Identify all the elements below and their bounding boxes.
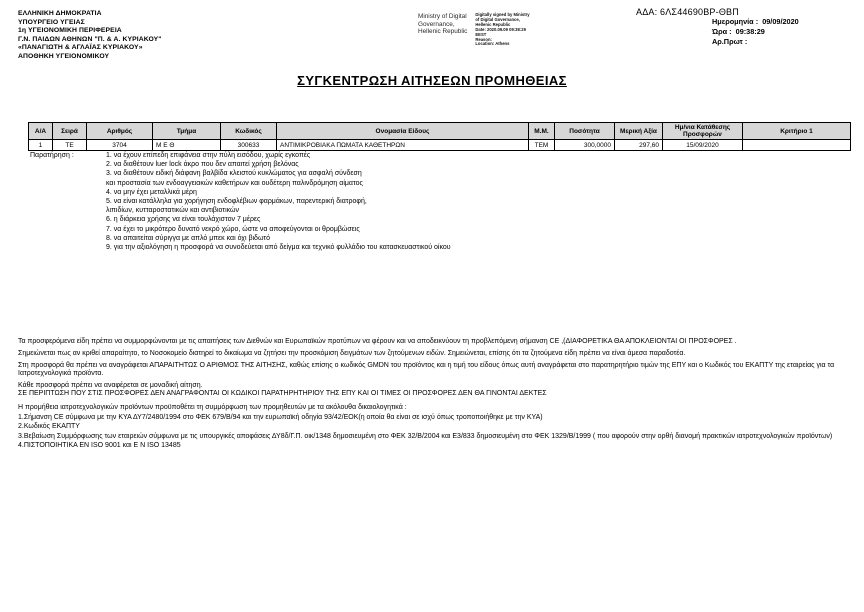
org-line: «ΠΑΝΑΓΙΩΤΗ & ΑΓΛΑΪΑΣ ΚΥΡΙΑΚΟΥ» [18, 44, 143, 52]
date-line [712, 17, 799, 27]
remark-line: 9. για την αξιολόγηση η προσφορά να συνοδεύεται από δείγμα και τεχνικό φυλλάδιο του κατασκευαστικού οίκου [106, 244, 451, 252]
remark-label: Παρατήρηση : [30, 152, 74, 159]
cell-onomasia: ΑΝΤΙΜΙΚΡΟΒΙΑΚΑ ΠΩΜΑΤΑ ΚΑΘΕΤΗΡΩΝ [277, 140, 529, 151]
cell-mm: ΤΕΜ [529, 140, 555, 151]
terms-paragraph: Τα προσφερόμενα είδη πρέπει να συμμορφώνονται με τις απαιτήσεις των Διεθνών και Ευρωπαϊκών προτύπων να φέρουν και να αποδεικνύουν τη προβλεπόμενη σήμανση CE ,(ΔΙΑΦΟΡΕΤΙΚΑ ΘΑ ΑΠΟΚΛΕΙΟΝΤΑΙ ΟΙ ΠΡΟΣΦΟΡΕΣ . [18, 338, 737, 345]
ministry-name-line: Governance, [418, 20, 455, 28]
cell-kritirio [743, 140, 851, 151]
time-value: 09:38:29 [735, 27, 765, 36]
col-header-seira: Σειρά [53, 123, 87, 140]
remark-line: 4. να μην έχει μεταλλικά μέρη [106, 188, 197, 196]
requirements-intro: Η προμήθεια ιατροτεχνολογικών προϊόντων προϋποθέτει τη συμμόρφωση των προμηθευτών με τα ακόλουθα δικαιολογητικά : [18, 404, 407, 411]
remark-lines [106, 151, 451, 252]
protocol-line [712, 37, 799, 47]
signature-line: Digitally signed by Ministry [475, 12, 530, 17]
requirement-item: 2.Κωδικός ΕΚΑΠΤΥ [18, 423, 80, 431]
requirement-item: 3.Βεβαίωση Συμμόρφωσης των εταιρειών σύμφωνα με τις υπουργικές αποφάσεις ΔΥ8δ/Γ.Π. οικ/1348 δημοσιευμένη στο ΦΕΚ 32/Β/2004 και Ε3/833 δημοσιευμένη στο ΦΕΚ 1329/Β/1999 ( που αφορούν στην ορθή διανομή πρακτικών ιατροτεχνολογικών προϊόντων) [18, 432, 833, 440]
cell-arithmos: 3704 [87, 140, 153, 151]
org-line: ΑΠΟΘΗΚΗ ΥΓΕΙΟΝΟΜΙΚΟΥ [18, 52, 110, 60]
remark-section [30, 151, 451, 252]
remark-line: 2. να διαθέτουν luer lock άκρο που δεν απαιτεί χρήση βελόνας [106, 161, 299, 169]
ada-code: ΑΔΑ: 6ΛΣ44690ΒΡ-ΘΒΠ [636, 7, 739, 17]
date-value: 09/09/2020 [762, 17, 799, 26]
organization-header [18, 10, 162, 62]
signature-line: Reason: [475, 36, 492, 42]
terms-paragraph: Κάθε προσφορά πρέπει να αναφέρεται σε μοναδική αίτηση. [18, 382, 203, 390]
remark-line: και προστασία των ενδοαγγειακών καθετήρων και ουδέτερη παλινδρόμηση αίματος [106, 179, 363, 187]
cell-posotita: 300,0000 [555, 140, 615, 151]
remark-line: 8. να απαιτείται σύριγγα με απλό μπεκ και όχι βιδωτό [106, 234, 270, 242]
cell-meriki-axia: 297,60 [615, 140, 663, 151]
digital-signature-block [418, 13, 545, 47]
cell-aa: 1 [29, 140, 53, 151]
remark-line: λιπιδίων, κυτταροστατικών και αντιβιοτικών [106, 207, 240, 215]
col-header-arithmos: Αριθμός [87, 123, 153, 140]
signature-line: of Digital Governance, [475, 16, 520, 22]
time-label: Ώρα : [712, 27, 732, 36]
table-header-row [29, 123, 851, 140]
cell-imnia-katathesis: 15/09/2020 [663, 140, 743, 151]
date-label: Ημερομηνία : [712, 17, 759, 26]
remark-line: 7. να έχει το μικρότερο δυνατό νεκρό χώρο, ώστε να αποφεύγονται οι θρομβώσεις [106, 225, 360, 233]
col-header-kritirio: Κριτήριο 1 [743, 123, 851, 140]
col-header-imnia-katathesis: Ημ/νια Κατάθεσης Προσφορών [663, 123, 743, 140]
protocol-label: Αρ.Πρωτ : [712, 37, 748, 46]
requirement-item: 1.Σήμανση CE σύμφωνα με την ΚΥΑ ΔΥ7/2480/1994 στο ΦΕΚ 679/Β/94 και την ευρωπαϊκή οδηγία 93/42/ΕΟΚ(η οποία θα είναι σε ισχύ όπως τροποποιήθηκε με την ΚΥΑ) [18, 413, 543, 421]
remark-line: 6. η διάρκεια χρήσης να είναι τουλάχιστον 7 μέρες [106, 216, 261, 224]
signature-details [475, 13, 545, 47]
document-meta [712, 17, 799, 47]
cell-kodikos: 300633 [221, 140, 277, 151]
cell-seira: ΤΕ [53, 140, 87, 151]
requirement-item: 4.ΠΙΣΤΟΠΟΙΗΤΙΚΑ ΕΝ ISO 9001 και Ε Ν ISO 13485 [18, 442, 181, 450]
org-line: 1η ΥΓΕΙΟΝΟΜΙΚΗ ΠΕΡΙΦΕΡΕΙΑ [18, 27, 122, 35]
signature-line: Date: 2020.09.09 09:38:29 [475, 26, 526, 32]
table-row [29, 140, 851, 151]
col-header-aa: Α/Α [29, 123, 53, 140]
col-header-onomasia: Ονομασία Είδους [277, 123, 529, 140]
signature-line: EEST [475, 31, 487, 37]
col-header-tmima: Τμήμα [153, 123, 221, 140]
requirements-section [18, 403, 848, 451]
terms-paragraph: Σημειώνεται πως αν κριθεί απαραίτητο, το Νοσοκομείο διατηρεί το δικαίωμα να ζητήσει την προσκόμιση δειγμάτων των ζητούμενων ειδών. Σημειώνεται, επίσης ότι τα ζητούμενα είδη πρέπει να είναι άμεσα παραδοτέα. [18, 349, 686, 357]
ministry-name-line: Hellenic Republic [418, 28, 468, 36]
col-header-mm: Μ.Μ. [529, 123, 555, 140]
page-title: ΣΥΓΚΕΝΤΡΩΣΗ ΑΙΤΗΣΕΩΝ ΠΡΟΜΗΘΕΙΑΣ [297, 73, 567, 88]
requests-table [28, 122, 851, 151]
time-line [712, 27, 799, 37]
col-header-posotita: Ποσότητα [555, 123, 615, 140]
ministry-name-line: Ministry of Digital [418, 13, 467, 20]
org-line: ΥΠΟΥΡΓΕΙΟ ΥΓΕΙΑΣ [18, 18, 85, 26]
terms-paragraph: Στη προσφορά θα πρέπει να αναγράφεται ΑΠΑΡΑΙΤΗΤΩΣ Ο ΑΡΙΘΜΟΣ ΤΗΣ ΑΙΤΗΣΗΣ, καθώς επίσης ο κωδικός GMDN του προϊόντος και η τιμή του είδους όπως αυτή αναγράφεται στο παρατηρητήριο τιμών της ΕΠΥ και ο Κωδικός του ΕΚΑΠΤΥ της εταιρείας για τα Ιατροτεχνολογικά προϊόντα. [18, 361, 835, 378]
remark-line: 3. να διαθέτουν ειδική διάφανη βαλβίδα κλειστού κυκλώματος για ασφαλή σύνδεση [106, 170, 362, 178]
warning-line: ΣΕ ΠΕΡΙΠΤΩΣΗ ΠΟΥ ΣΤΙΣ ΠΡΟΣΦΟΡΕΣ ΔΕΝ ΑΝΑΓΡΑΦΟΝΤΑΙ ΟΙ ΚΩΔΙΚΟΙ ΠΑΡΑΤΗΡΗΤΗΡΙΟΥ ΤΗΣ ΕΠΥ ΚΑΙ ΟΙ ΤΙΜΕΣ ΟΙ ΠΡΟΣΦΟΡΕΣ ΔΕΝ ΘΑ ΓΙΝΟΝΤΑΙ ΔΕΚΤΕΣ [18, 390, 547, 397]
org-line: ΕΛΛΗΝΙΚΗ ΔΗΜΟΚΡΑΤΙΑ [18, 10, 102, 17]
remark-line: 5. να είναι κατάλληλα για χορήγηση ενδοφλέβιων φαρμάκων, παρεντερική διατροφή, [106, 198, 367, 206]
col-header-kodikos: Κωδικός [221, 123, 277, 140]
signature-line: Hellenic Republic [475, 21, 511, 27]
remark-line: 1. να έχουν επίπεδη επιφάνεια στην πύλη εισόδου, χωρίς εγκοπές [106, 152, 311, 159]
ministry-name [418, 13, 467, 47]
org-line: Γ.Ν. ΠΑΙΔΩΝ ΑΘΗΝΩΝ "Π. & Α. ΚΥΡΙΑΚΟΥ" [18, 35, 162, 43]
cell-tmima: Μ Ε Θ [153, 140, 221, 151]
col-header-meriki-axia: Μερική Αξία [615, 123, 663, 140]
terms-section [18, 338, 848, 394]
signature-line: Location: Athens [475, 41, 510, 47]
